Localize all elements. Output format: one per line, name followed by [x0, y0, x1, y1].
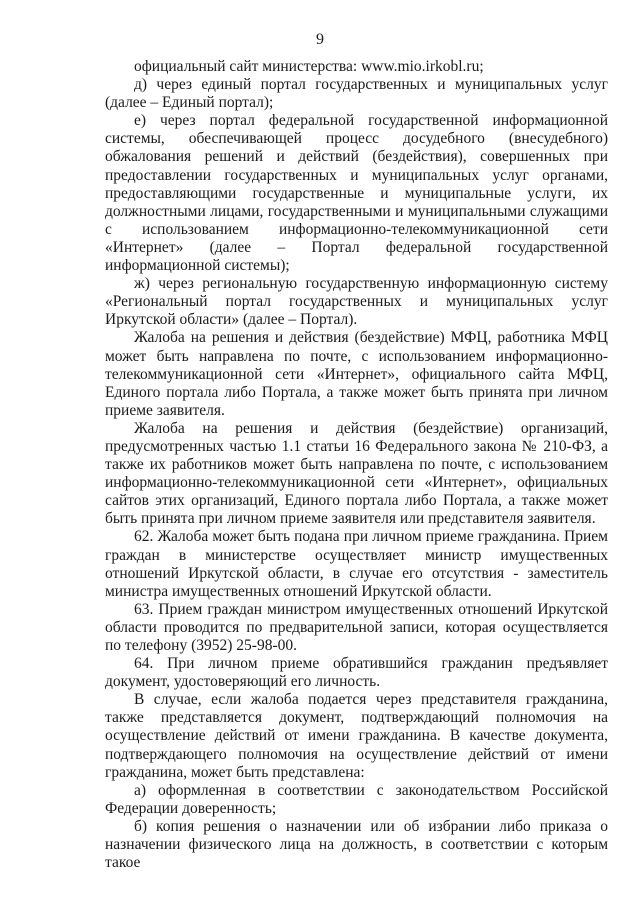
paragraph-62: 62. Жалоба может быть подана при личном приеме гражданина. Прием граждан в министерстве осуществляет министр имущественных отношений Иркутской области, в случае его отсутствия - заместитель министра имущественных отношений Иркутской области.: [105, 528, 608, 600]
paragraph-item-d: д) через единый портал государственных и муниципальных услуг (далее – Единый портал);: [105, 76, 608, 112]
paragraph-organizations-complaint: Жалоба на решения и действия (бездействие) организаций, предусмотренных частью 1.1 статьи 16 Федерального закона № 210-ФЗ, а также их работников может быть направлена по почте, с использованием информационно-телекоммуникационной сети «Интернет», официальных сайтов этих организаций, Единого портала либо Портала, а также может быть принята при личном приеме заявителя или представителя заявителя.: [105, 419, 608, 528]
paragraph-item-e: е) через портал федеральной государственной информационной системы, обеспечивающей процесс досудебного (внесудебного) обжалования решений и действий (бездействия), совершенных при предоставлении государственных и муниципальных услуг органами, предоставляющими государственные и муниципальные услуги, их должностными лицами, государственными и муниципальными служащими с использованием информационно-телекоммуникационной сети «Интернет» (далее – Портал федеральной государственной информационной системы);: [105, 112, 608, 275]
paragraph-item-a: а) оформленная в соответствии с законодательством Российской Федерации доверенность;: [105, 781, 608, 817]
document-body: [105, 58, 608, 872]
paragraph-representative: В случае, если жалоба подается через представителя гражданина, также представляется документ, подтверждающий полномочия на осуществление действий от имени гражданина. В качестве документа, подтверждающего полномочия на осуществление действий от имени гражданина, может быть представлена:: [105, 691, 608, 781]
paragraph-64: 64. При личном приеме обратившийся гражданин предъявляет документ, удостоверяющий его личность.: [105, 655, 608, 691]
paragraph-item-b: б) копия решения о назначении или об избрании либо приказа о назначении физического лица на должность, в соответствии с которым такое: [105, 817, 608, 872]
paragraph-63: 63. Прием граждан министром имущественных отношений Иркутской области проводится по предварительной записи, которая осуществляется по телефону (3952) 25-98-00.: [105, 600, 608, 654]
paragraph-item-zh: ж) через региональную государственную информационную систему «Региональный портал государственных и муниципальных услуг Иркутской области» (далее – Портал).: [105, 275, 608, 329]
paragraph-official-site: официальный сайт министерства: www.mio.irkobl.ru;: [134, 58, 484, 75]
paragraph-mfc-complaint: Жалоба на решения и действия (бездействие) МФЦ, работника МФЦ может быть направлена по почте, с использованием информационно-телекоммуникационной сети «Интернет», официального сайта МФЦ, Единого портала либо Портала, а также может быть принята при личном приеме заявителя.: [105, 329, 608, 419]
page-number: 9: [316, 31, 324, 48]
